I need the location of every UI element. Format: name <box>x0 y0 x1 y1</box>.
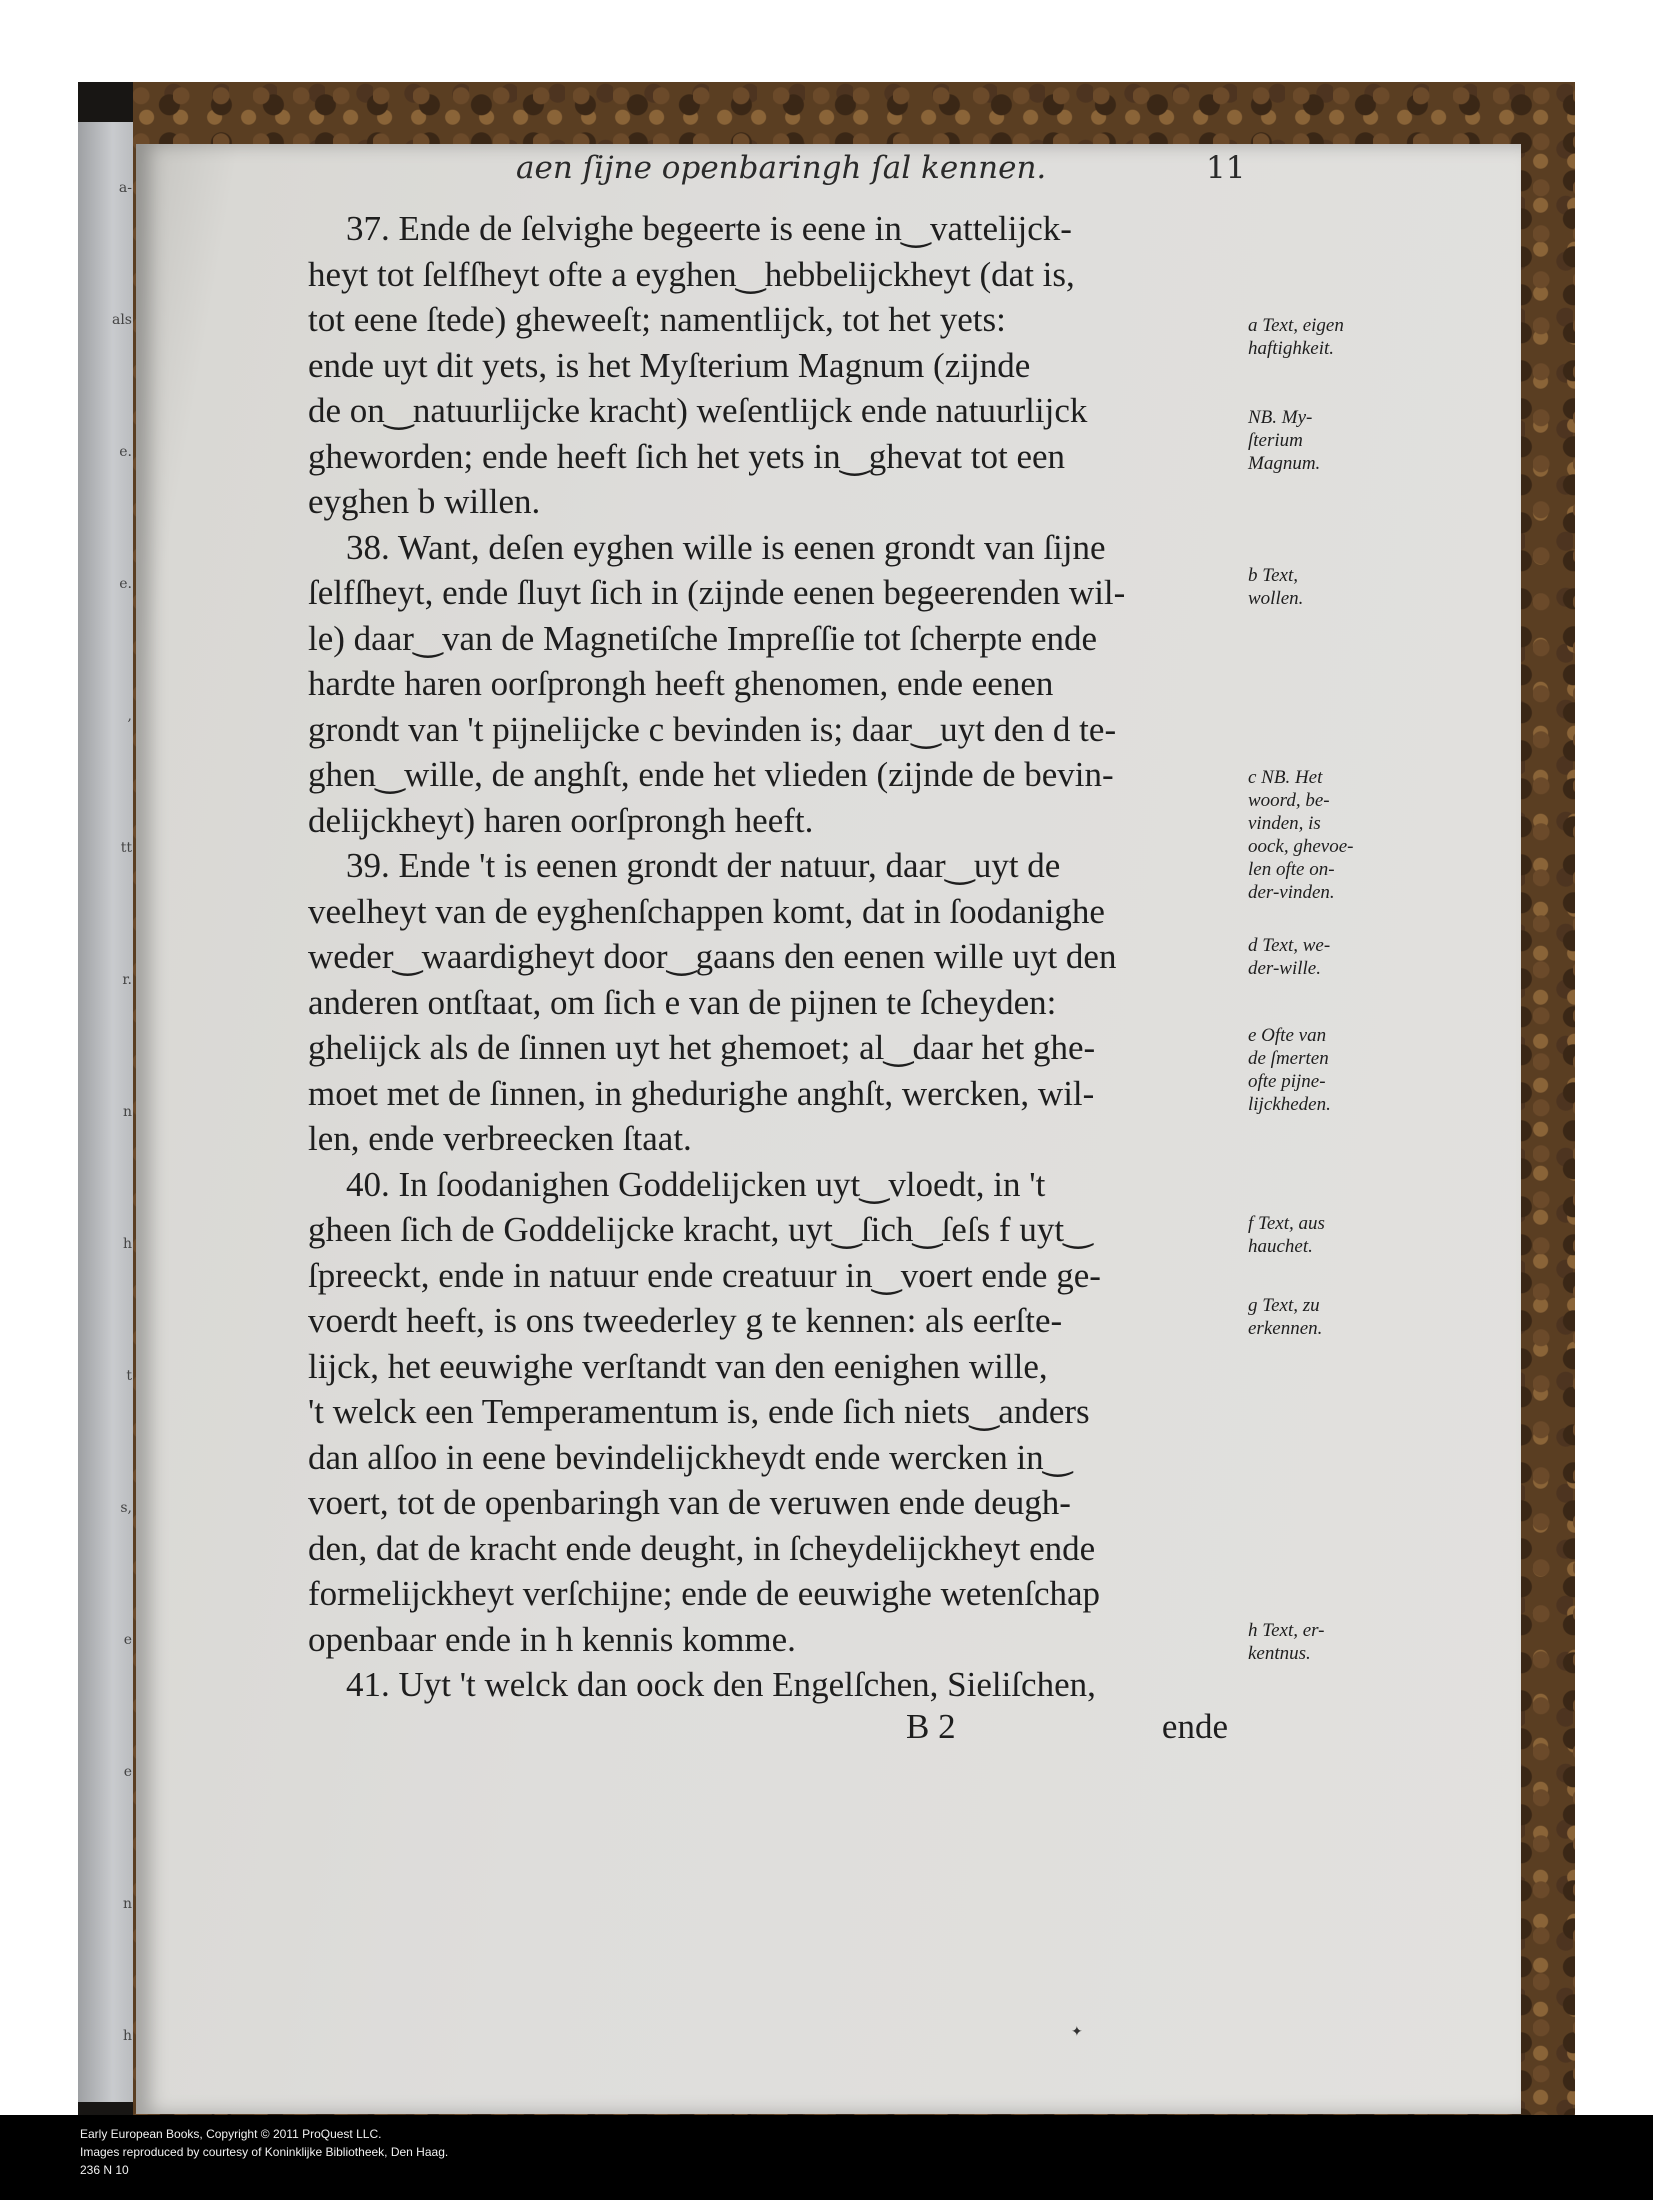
sidenote-line: a Text, eigen <box>1248 315 1344 336</box>
left-page-fragment: r. <box>122 972 132 988</box>
text-line: heyt tot ſelfſheyt ofte a eyghen‿hebbelijckheyt (dat is, <box>308 254 1075 294</box>
text-line: dan alſoo in eene bevindelijckheydt ende wercken in‿ <box>308 1437 1072 1477</box>
text-line: 41. Uyt 't welck dan oock den Engelſchen, Sieliſchen, <box>346 1665 1096 1704</box>
left-page-fragment: e <box>123 1764 132 1780</box>
sidenote <box>1248 314 1398 360</box>
text-line: 40. In ſoodanighen Goddelijcken uyt‿vloedt, in 't <box>346 1164 1046 1204</box>
sidenote-line: der-vinden. <box>1248 882 1335 903</box>
left-page-fragment: n <box>122 1896 132 1912</box>
sidenote <box>1248 934 1398 980</box>
sidenote <box>1248 406 1398 475</box>
sidenote-line: haftighkeit. <box>1248 338 1335 359</box>
sidenote-line: lijckheden. <box>1248 1094 1331 1115</box>
sidenote-line: h Text, er- <box>1248 1620 1325 1641</box>
sidenote-line: e Ofte van <box>1248 1025 1327 1046</box>
sidenote-line: woord, be- <box>1248 790 1330 811</box>
book-page <box>136 144 1521 2114</box>
text-line: ghen‿wille, de anghſt, ende het vlieden (zijnde de bevin- <box>308 755 1114 794</box>
running-head-title: aen ſijne openbaringh ſal kennen. <box>516 150 1047 186</box>
text-line: tot eene ſtede) gheweeſt; namentlijck, tot het yets: <box>308 300 1006 339</box>
text-line: delijckheyt) haren oorſprongh heeft. <box>308 800 814 840</box>
catchword: ende <box>1161 1707 1228 1746</box>
sidenote-line: vinden, is <box>1248 813 1321 834</box>
page-foot <box>308 1707 1228 1751</box>
text-line: openbaar ende in h kennis komme. <box>308 1619 796 1659</box>
left-page-fragment: t <box>126 1368 132 1384</box>
text-line: 't welck een Temperamentum is, ende ſich niets‿anders <box>308 1392 1090 1431</box>
sidenote-line: Magnum. <box>1248 453 1321 474</box>
text-line: 37. Ende de ſelvighe begeerte is eene in‿vattelijck- <box>346 209 1072 248</box>
text-line: veelheyt van de eyghenſchappen komt, dat in ſoodanighe <box>308 891 1105 931</box>
left-page-fragment: e. <box>119 576 132 592</box>
running-head <box>136 150 1521 190</box>
text-line: voert, tot de openbaringh van de veruwen ende deugh- <box>308 1483 1071 1522</box>
footer-shelfmark-line: 236 N 10 <box>80 2163 129 2177</box>
left-page-text-fragments <box>78 122 136 2102</box>
sidenote-line: f Text, aus <box>1248 1213 1325 1234</box>
left-page-fragment: n <box>122 1104 132 1120</box>
printer-ornament-mark: ✦ <box>1071 2024 1083 2040</box>
sidenote <box>1248 1024 1398 1116</box>
text-line: anderen ontſtaat, om ſich e van de pijnen te ſcheyden: <box>308 982 1057 1022</box>
paragraph <box>308 206 1220 525</box>
text-line: eyghen b willen. <box>308 482 541 521</box>
sidenote-line: hauchet. <box>1248 1236 1313 1257</box>
text-line: moet met de ſinnen, in ghedurighe anghſt, wercken, wil- <box>308 1073 1095 1113</box>
left-page-fragment: als <box>111 312 132 328</box>
text-line: gheen ſich de Goddelijcke kracht, uyt‿ſich‿ſeſs f uyt‿ <box>308 1210 1093 1249</box>
sidenote-line: de ſmerten <box>1248 1048 1329 1069</box>
sidenote-line: wollen. <box>1248 588 1304 609</box>
text-line: 39. Ende 't is eenen grondt der natuur, daar‿uyt de <box>346 846 1061 885</box>
text-line: de on‿natuurlijcke kracht) weſentlijck ende natuurlijck <box>308 391 1088 430</box>
text-line: ſpreeckt, ende in natuur ende creatuur in‿voert ende ge- <box>308 1255 1101 1295</box>
left-page-fragment: e <box>123 1632 132 1648</box>
sidenote <box>1248 1619 1398 1665</box>
text-line: gheworden; ende heeft ſich het yets in‿ghevat tot een <box>308 436 1066 476</box>
sidenote-line: b Text, <box>1248 565 1298 586</box>
paragraph <box>308 1662 1220 1708</box>
text-line: ghelijck als de ſinnen uyt het ghemoet; al‿daar het ghe- <box>308 1028 1096 1067</box>
footer-courtesy-line: Images reproduced by courtesy of Koninklijke Bibliotheek, Den Haag. <box>80 2145 449 2159</box>
text-line: den, dat de kracht ende deught, in ſcheydelijckheyt ende <box>308 1528 1096 1568</box>
left-page-fragment: a- <box>118 180 132 196</box>
text-line: lijck, het eeuwighe verſtandt van den eenighen wille, <box>308 1346 1048 1386</box>
copyright-footer <box>0 2115 1653 2200</box>
paragraph <box>308 1162 1220 1663</box>
sidenote-line: ſterium <box>1248 430 1303 451</box>
sidenote-line: der-wille. <box>1248 958 1321 979</box>
sidenote-line: g Text, zu <box>1248 1295 1320 1316</box>
page-number: 11 <box>1206 150 1246 186</box>
sidenote-line: d Text, we- <box>1248 935 1331 956</box>
paragraph <box>308 843 1220 1162</box>
text-line: voerdt heeft, is ons tweederley g te kennen: als eerſte- <box>308 1301 1063 1340</box>
sidenote-line: c NB. Het <box>1248 767 1323 788</box>
footer-copyright-line: Early European Books, Copyright © 2011 ProQuest LLC. <box>80 2127 382 2141</box>
left-page-edge <box>78 122 136 2102</box>
sidenote <box>1248 1294 1398 1340</box>
text-line: weder‿waardigheyt door‿gaans den eenen wille uyt den <box>308 937 1117 976</box>
main-text-block <box>308 206 1220 1708</box>
text-line: grondt van 't pijnelijcke c bevinden is; daar‿uyt den d te- <box>308 709 1117 749</box>
book-scan <box>78 82 1575 2115</box>
left-page-fragment: h <box>122 1236 132 1252</box>
text-line: ende uyt dit yets, is het Myſterium Magnum (zijnde <box>308 345 1031 385</box>
text-line: hardte haren oorſprongh heeft ghenomen, ende eenen <box>308 664 1054 703</box>
left-page-fragment: h <box>122 2028 132 2044</box>
text-line: 38. Want, deſen eyghen wille is eenen grondt van ſijne <box>346 527 1106 567</box>
sidenote-line: ofte pijne- <box>1248 1071 1326 1092</box>
text-line: ſelfſheyt, ende ſluyt ſich in (zijnde eenen begeerenden wil- <box>308 573 1126 612</box>
text-line: le) daar‿van de Magnetiſche Impreſſie tot ſcherpte ende <box>308 618 1098 658</box>
left-page-fragment: e. <box>119 444 132 460</box>
sidenote-line: NB. My- <box>1248 407 1313 428</box>
sidenote <box>1248 766 1398 904</box>
left-page-fragment: , <box>127 708 132 724</box>
signature-mark: B 2 <box>906 1707 956 1746</box>
sidenote-line: erkennen. <box>1248 1318 1323 1339</box>
left-page-fragment: s, <box>120 1500 132 1516</box>
text-line: len, ende verbreecken ſtaat. <box>308 1119 692 1158</box>
text-line: formelijckheyt verſchijne; ende de eeuwighe wetenſchap <box>308 1574 1101 1613</box>
sidenote-line: len ofte on- <box>1248 859 1335 880</box>
left-page-fragment: tt <box>120 840 132 856</box>
sidenote <box>1248 1212 1398 1258</box>
paragraph <box>308 525 1220 844</box>
sidenote <box>1248 564 1398 610</box>
sidenote-line: oock, ghevoe- <box>1248 836 1354 857</box>
sidenote-line: kentnus. <box>1248 1643 1311 1664</box>
